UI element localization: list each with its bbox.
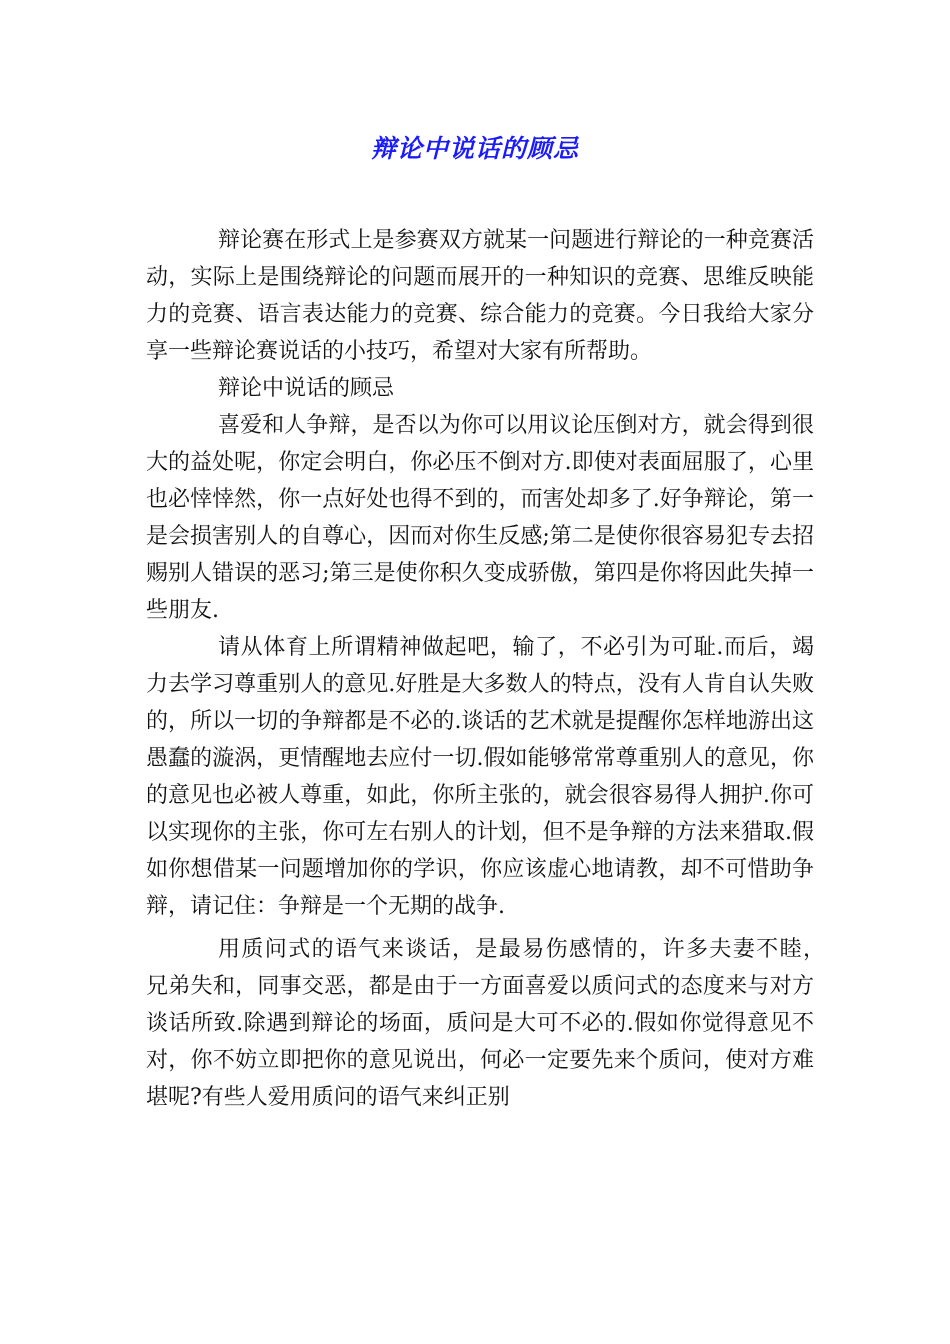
paragraph-argue: 喜爱和人争辩，是否以为你可以用议论压倒对方，就会得到很大的益处呢，你定会明白，你必压不倒对方.即使对表面屈服了，心里也必悻悻然，你一点好处也得不到的，而害处却多了.好争辩论，第一是会损害别人的自尊心，因而对你生反感;第二是使你很容易犯专去招赐别人错误的恶习;第三是使你积久变成骄傲，第四是你将因此失掉一些朋友. (146, 413, 814, 623)
paragraph-questioning: 用质问式的语气来谈话，是最易伤感情的，许多夫妻不睦， 兄弟失和，同事交恶，都是由于一方面喜爱以质问式的态度来与对方谈话所致.除遇到辩论的场面，质问是大可不必的.假如你觉得意见不对，你不妨立即把你的意见说出，何必一定要先来个质问，使对方难堪呢?有些人爱用质问的语气来纠正别 (146, 937, 837, 1110)
paragraph-subheading: 辩论中说话的顾忌 (218, 376, 395, 401)
document-title: 辩论中说话的顾忌 (370, 134, 579, 163)
paragraph-sportsmanship: 请从体育上所谓精神做起吧，输了，不必引为可耻.而后，竭力去学习尊重别人的意见.好胜是大多数人的特点，没有人肯自认失败的，所以一切的争辩都是不必的.谈话的艺术就是提醒你怎样地游出这愚蠢的漩涡，更情醒地去应付一切.假如能够常常尊重别人的意见，你的意见也必被人尊重，如此，你所主张的，就会很容易得人拥护.你可以实现你的主张，你可左右别人的计划，但不是争辩的方法来猎取.假如你想借某一问题增加你的学识，你应该虚心地请教，却不可惜助争辩，请记住：争辩是一个无期的战争. (146, 635, 814, 919)
document-body (146, 222, 837, 1116)
paragraph-intro: 辩论赛在形式上是参赛双方就某一问题进行辩论的一种竞赛活动，实际上是围绕辩论的问题而展开的一种知识的竞赛、思维反映能力的竞赛、语言表达能力的竞赛、综合能力的竞赛。今日我给大家分享一些辩论赛说话的小技巧，希望对大家有所帮助。 (146, 228, 814, 364)
